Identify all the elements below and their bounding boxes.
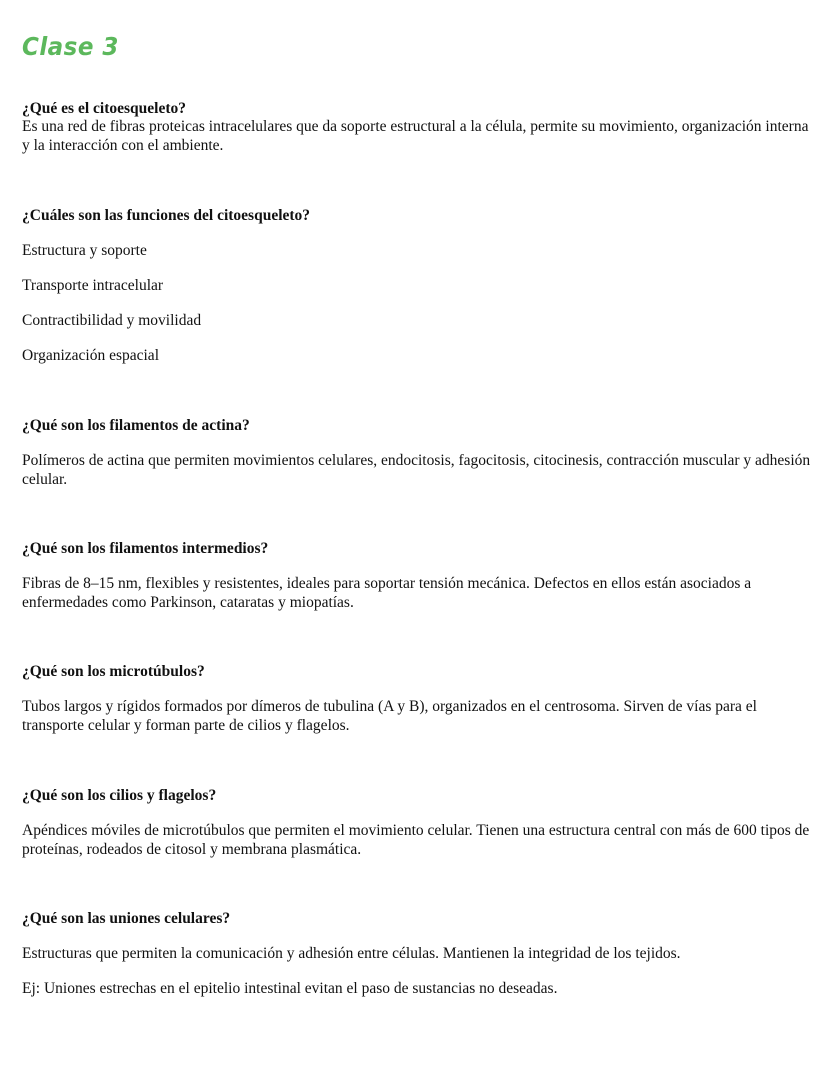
section-question: ¿Cuáles son las funciones del citoesqueleto?: [22, 207, 311, 224]
section-intermedios: [22, 540, 812, 558]
function-item: Transporte intracelular: [22, 277, 164, 294]
section-microtubulos: [22, 663, 812, 681]
section-answer: Es una red de fibras proteicas intracelulares que da soporte estructural a la célula, permite su movimiento, organización interna y la interacción con el ambiente.: [22, 118, 809, 154]
page-title: Clase 3: [22, 32, 119, 61]
section-question: ¿Qué son los filamentos intermedios?: [22, 540, 269, 557]
section-intermedios-body: [22, 575, 812, 612]
section-actina: [22, 417, 812, 435]
section-uniones-body: [22, 945, 812, 964]
section-answer: Tubos largos y rígidos formados por dímeros de tubulina (A y B), organizados en el centrosoma. Sirven de vías para el transporte celular y forman parte de cilios y flagelos.: [22, 698, 757, 734]
function-item: Estructura y soporte: [22, 242, 147, 259]
list-item: [22, 277, 812, 296]
section-cilios: [22, 787, 812, 805]
section-cilios-body: [22, 822, 812, 859]
section-answer: Estructuras que permiten la comunicación y adhesión entre células. Mantienen la integridad de los tejidos.: [22, 945, 681, 962]
section-citoesqueleto: [22, 100, 812, 155]
section-microtubulos-body: [22, 698, 812, 735]
section-uniones-example: [22, 980, 812, 999]
section-uniones: [22, 910, 812, 928]
section-question: ¿Qué son los microtúbulos?: [22, 663, 205, 680]
section-question: ¿Qué son las uniones celulares?: [22, 910, 231, 927]
section-answer: Polímeros de actina que permiten movimientos celulares, endocitosis, fagocitosis, citocinesis, contracción muscular y adhesión celular.: [22, 452, 811, 488]
section-question: ¿Qué son los cilios y flagelos?: [22, 787, 217, 804]
list-item: [22, 312, 812, 331]
list-item: [22, 347, 812, 366]
section-actina-body: [22, 452, 812, 489]
section-answer: Fibras de 8–15 nm, flexibles y resistentes, ideales para soportar tensión mecánica. Defectos en ellos están asociados a enfermedades como Parkinson, cataratas y miopatías.: [22, 575, 752, 611]
section-question: ¿Qué son los filamentos de actina?: [22, 417, 250, 434]
section-funciones: [22, 207, 812, 225]
section-question: ¿Qué es el citoesqueleto?: [22, 100, 187, 117]
list-item: [22, 242, 812, 261]
function-item: Contractibilidad y movilidad: [22, 312, 202, 329]
function-item: Organización espacial: [22, 347, 159, 364]
section-example: Ej: Uniones estrechas en el epitelio intestinal evitan el paso de sustancias no deseadas.: [22, 980, 558, 997]
section-answer: Apéndices móviles de microtúbulos que permiten el movimiento celular. Tienen una estructura central con más de 600 tipos de proteínas, rodeados de citosol y membrana plasmática.: [22, 822, 810, 858]
